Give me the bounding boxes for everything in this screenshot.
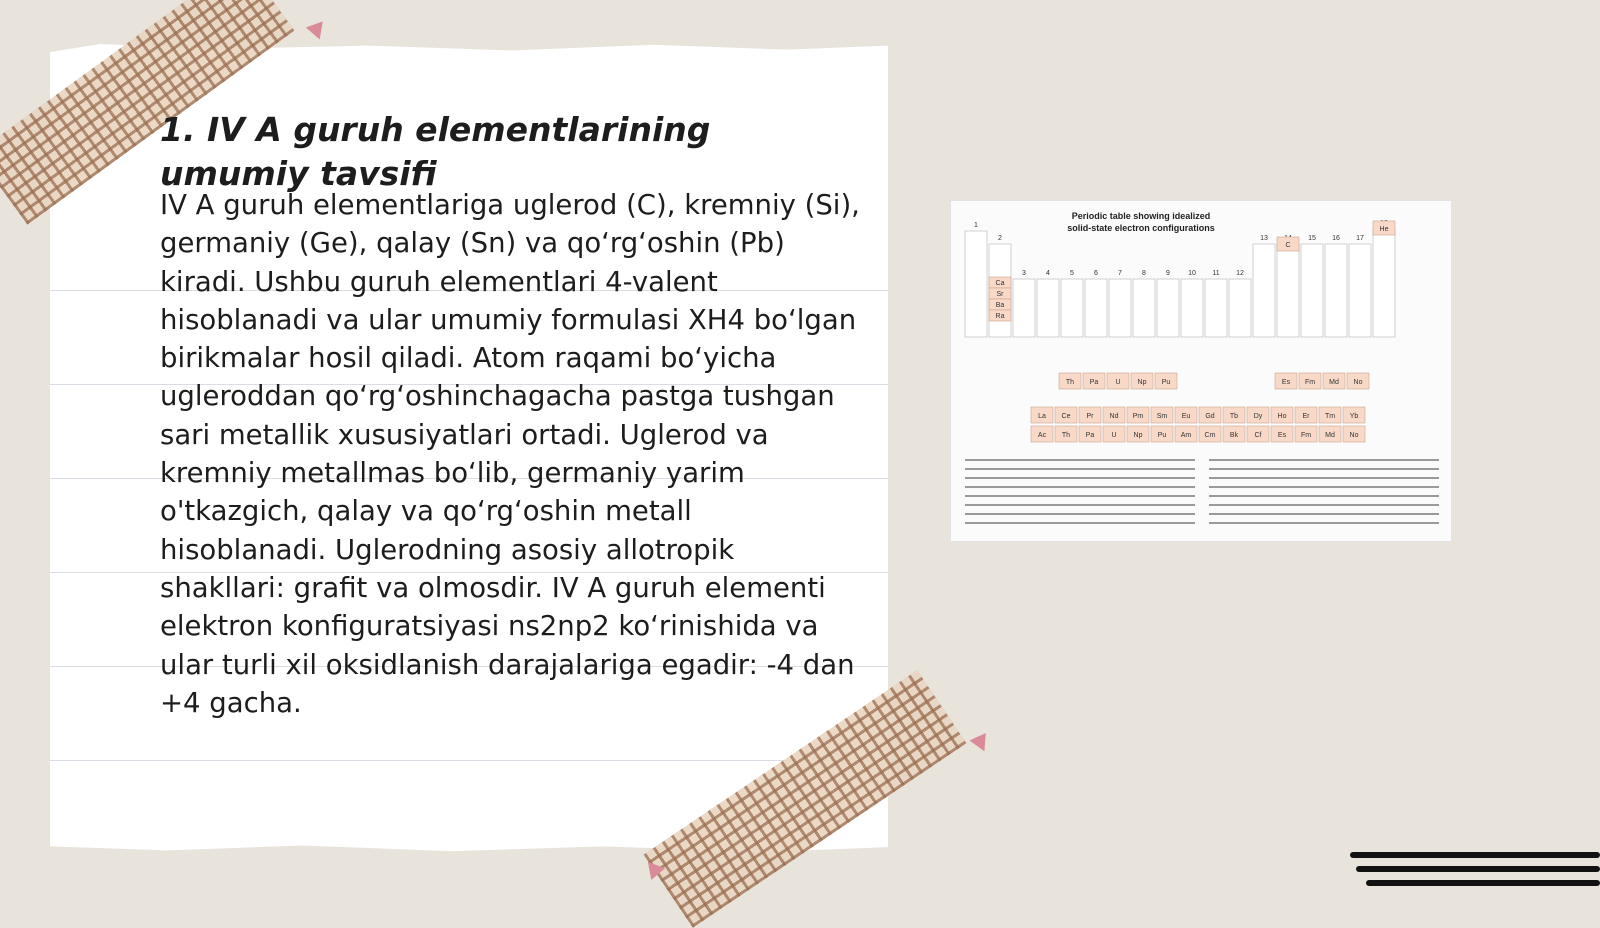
decorative-stroke [1356, 866, 1600, 872]
fine-print-line [965, 522, 1195, 524]
ruled-line [50, 760, 888, 761]
element-symbol: Pm [1132, 413, 1144, 420]
fine-print-line [1209, 459, 1439, 461]
table-column [1037, 279, 1059, 337]
fine-print-line [965, 459, 1195, 461]
element-symbol: Cf [1254, 432, 1262, 439]
element-symbol: Es [1277, 432, 1287, 439]
group-number-label: 12 [1236, 270, 1244, 277]
element-symbol: Fm [1304, 379, 1316, 386]
table-column [1061, 279, 1083, 337]
decorative-stroke [1366, 880, 1600, 886]
element-symbol: Pa [1085, 432, 1095, 439]
group-number-label: 3 [1022, 270, 1026, 277]
slide-body-text: IV A guruh elementlariga uglerod (C), kremniy (Si), germaniy (Ge), qalay (Sn) va qo‘rg‘oshin (Pb) kiradi. Ushbu guruh elementlari 4-valent hisoblanadi va ular umumiy formulasi XH4 bo‘lgan birikmalar hosil qiladi. Atom raqami bo‘yicha ugleroddan qo‘rg‘oshinchagacha pastga tushgan sari metallik xususiyatlari ortadi. Uglerod va kremniy metallmas bo‘lib, germaniy yarim o'tkazgich, qalay va qo‘rg‘oshin metall hisoblanadi. Uglerodning asosiy allotropik shakllari: grafit va olmosdir. IV A guruh elementi elektron konfiguratsiyasi ns2np2 ko‘rinishida va ular turli xil oksidlanish darajalariga egadir: -4 dan +4 gacha. [160, 189, 860, 719]
group-number-label: 1 [974, 222, 978, 229]
group-number-label: 17 [1356, 235, 1364, 242]
table-column [1157, 279, 1179, 337]
element-symbol: Tb [1229, 413, 1239, 420]
element-symbol: Dy [1253, 413, 1263, 420]
table-column [1253, 244, 1275, 337]
element-symbol: Sr [996, 291, 1004, 298]
element-symbol: Np [1133, 432, 1143, 439]
table-column [1181, 279, 1203, 337]
element-symbol: Fm [1300, 432, 1312, 439]
fine-print-line [1209, 495, 1439, 497]
element-symbol: Pu [1161, 379, 1171, 386]
group-number-label: 4 [1046, 270, 1050, 277]
element-symbol: Am [1180, 432, 1192, 439]
fine-print-line [1209, 522, 1439, 524]
decorative-stroke [1350, 852, 1600, 858]
table-column [1325, 244, 1347, 337]
element-symbol: Ra [995, 313, 1005, 320]
element-symbol: U [1115, 379, 1121, 386]
table-column [1373, 229, 1395, 337]
element-symbol: Th [1061, 432, 1071, 439]
table-column [965, 231, 987, 337]
element-symbol: Ca [995, 280, 1005, 287]
element-symbol: Nd [1109, 413, 1119, 420]
element-symbol: Cm [1204, 432, 1216, 439]
group-number-label: 5 [1070, 270, 1074, 277]
fine-print-line [1209, 486, 1439, 488]
element-symbol: Md [1329, 379, 1339, 386]
table-column [1349, 244, 1371, 337]
element-symbol: U [1111, 432, 1117, 439]
group-number-label: 8 [1142, 270, 1146, 277]
fine-print-line [1209, 513, 1439, 515]
group-number-label: 7 [1118, 270, 1122, 277]
element-symbol: Ba [995, 302, 1005, 309]
element-symbol: Ho [1277, 413, 1287, 420]
periodic-table-figure [950, 200, 1452, 542]
element-symbol: Pu [1157, 432, 1167, 439]
element-symbol: He [1379, 226, 1389, 233]
element-symbol: Ce [1061, 413, 1071, 420]
element-symbol: Gd [1205, 413, 1215, 420]
fine-print-line [965, 477, 1195, 479]
fine-print-line [965, 504, 1195, 506]
group-number-label: 9 [1166, 270, 1170, 277]
table-column [1277, 244, 1299, 337]
tape-tip-icon [306, 21, 328, 42]
slide-title: 1. IV A guruh elementlarining umumiy tavsifi [160, 110, 711, 193]
element-symbol: Md [1325, 432, 1335, 439]
table-column [1301, 244, 1323, 337]
element-symbol: No [1349, 432, 1359, 439]
fine-print-line [1209, 504, 1439, 506]
table-column [1205, 279, 1227, 337]
element-symbol: Pr [1086, 413, 1094, 420]
fine-print-line [1209, 468, 1439, 470]
table-column [1109, 279, 1131, 337]
element-symbol: Sm [1156, 413, 1168, 420]
tape-tip-icon [969, 733, 992, 755]
element-symbol: Eu [1181, 413, 1191, 420]
group-number-label: 6 [1094, 270, 1098, 277]
group-number-label: 2 [998, 235, 1002, 242]
element-symbol: Th [1065, 379, 1075, 386]
figure-title-line2: solid-state electron configurations [1067, 223, 1215, 233]
group-number-label: 11 [1212, 270, 1220, 277]
fine-print-line [965, 513, 1195, 515]
fine-print-line [965, 486, 1195, 488]
fine-print-line [1209, 477, 1439, 479]
group-number-label: 15 [1308, 235, 1316, 242]
element-symbol: La [1038, 413, 1046, 420]
element-symbol: Ac [1037, 432, 1047, 439]
table-column [1229, 279, 1251, 337]
table-column [1085, 279, 1107, 337]
element-symbol: Bk [1229, 432, 1239, 439]
table-column [1013, 279, 1035, 337]
element-symbol: No [1353, 379, 1363, 386]
group-number-label: 13 [1260, 235, 1268, 242]
periodic-table-graphic [951, 201, 1451, 541]
fine-print-line [965, 495, 1195, 497]
element-symbol: Yb [1349, 413, 1359, 420]
group-number-label: 10 [1188, 270, 1196, 277]
group-number-label: 16 [1332, 235, 1340, 242]
element-symbol: Tm [1324, 413, 1336, 420]
figure-title-line1: Periodic table showing idealized [1071, 211, 1211, 221]
element-symbol: C [1285, 242, 1291, 249]
table-column [1133, 279, 1155, 337]
element-symbol: Er [1302, 413, 1310, 420]
element-symbol: Pa [1089, 379, 1099, 386]
fine-print-line [965, 468, 1195, 470]
element-symbol: Np [1137, 379, 1147, 386]
element-symbol: Es [1281, 379, 1291, 386]
